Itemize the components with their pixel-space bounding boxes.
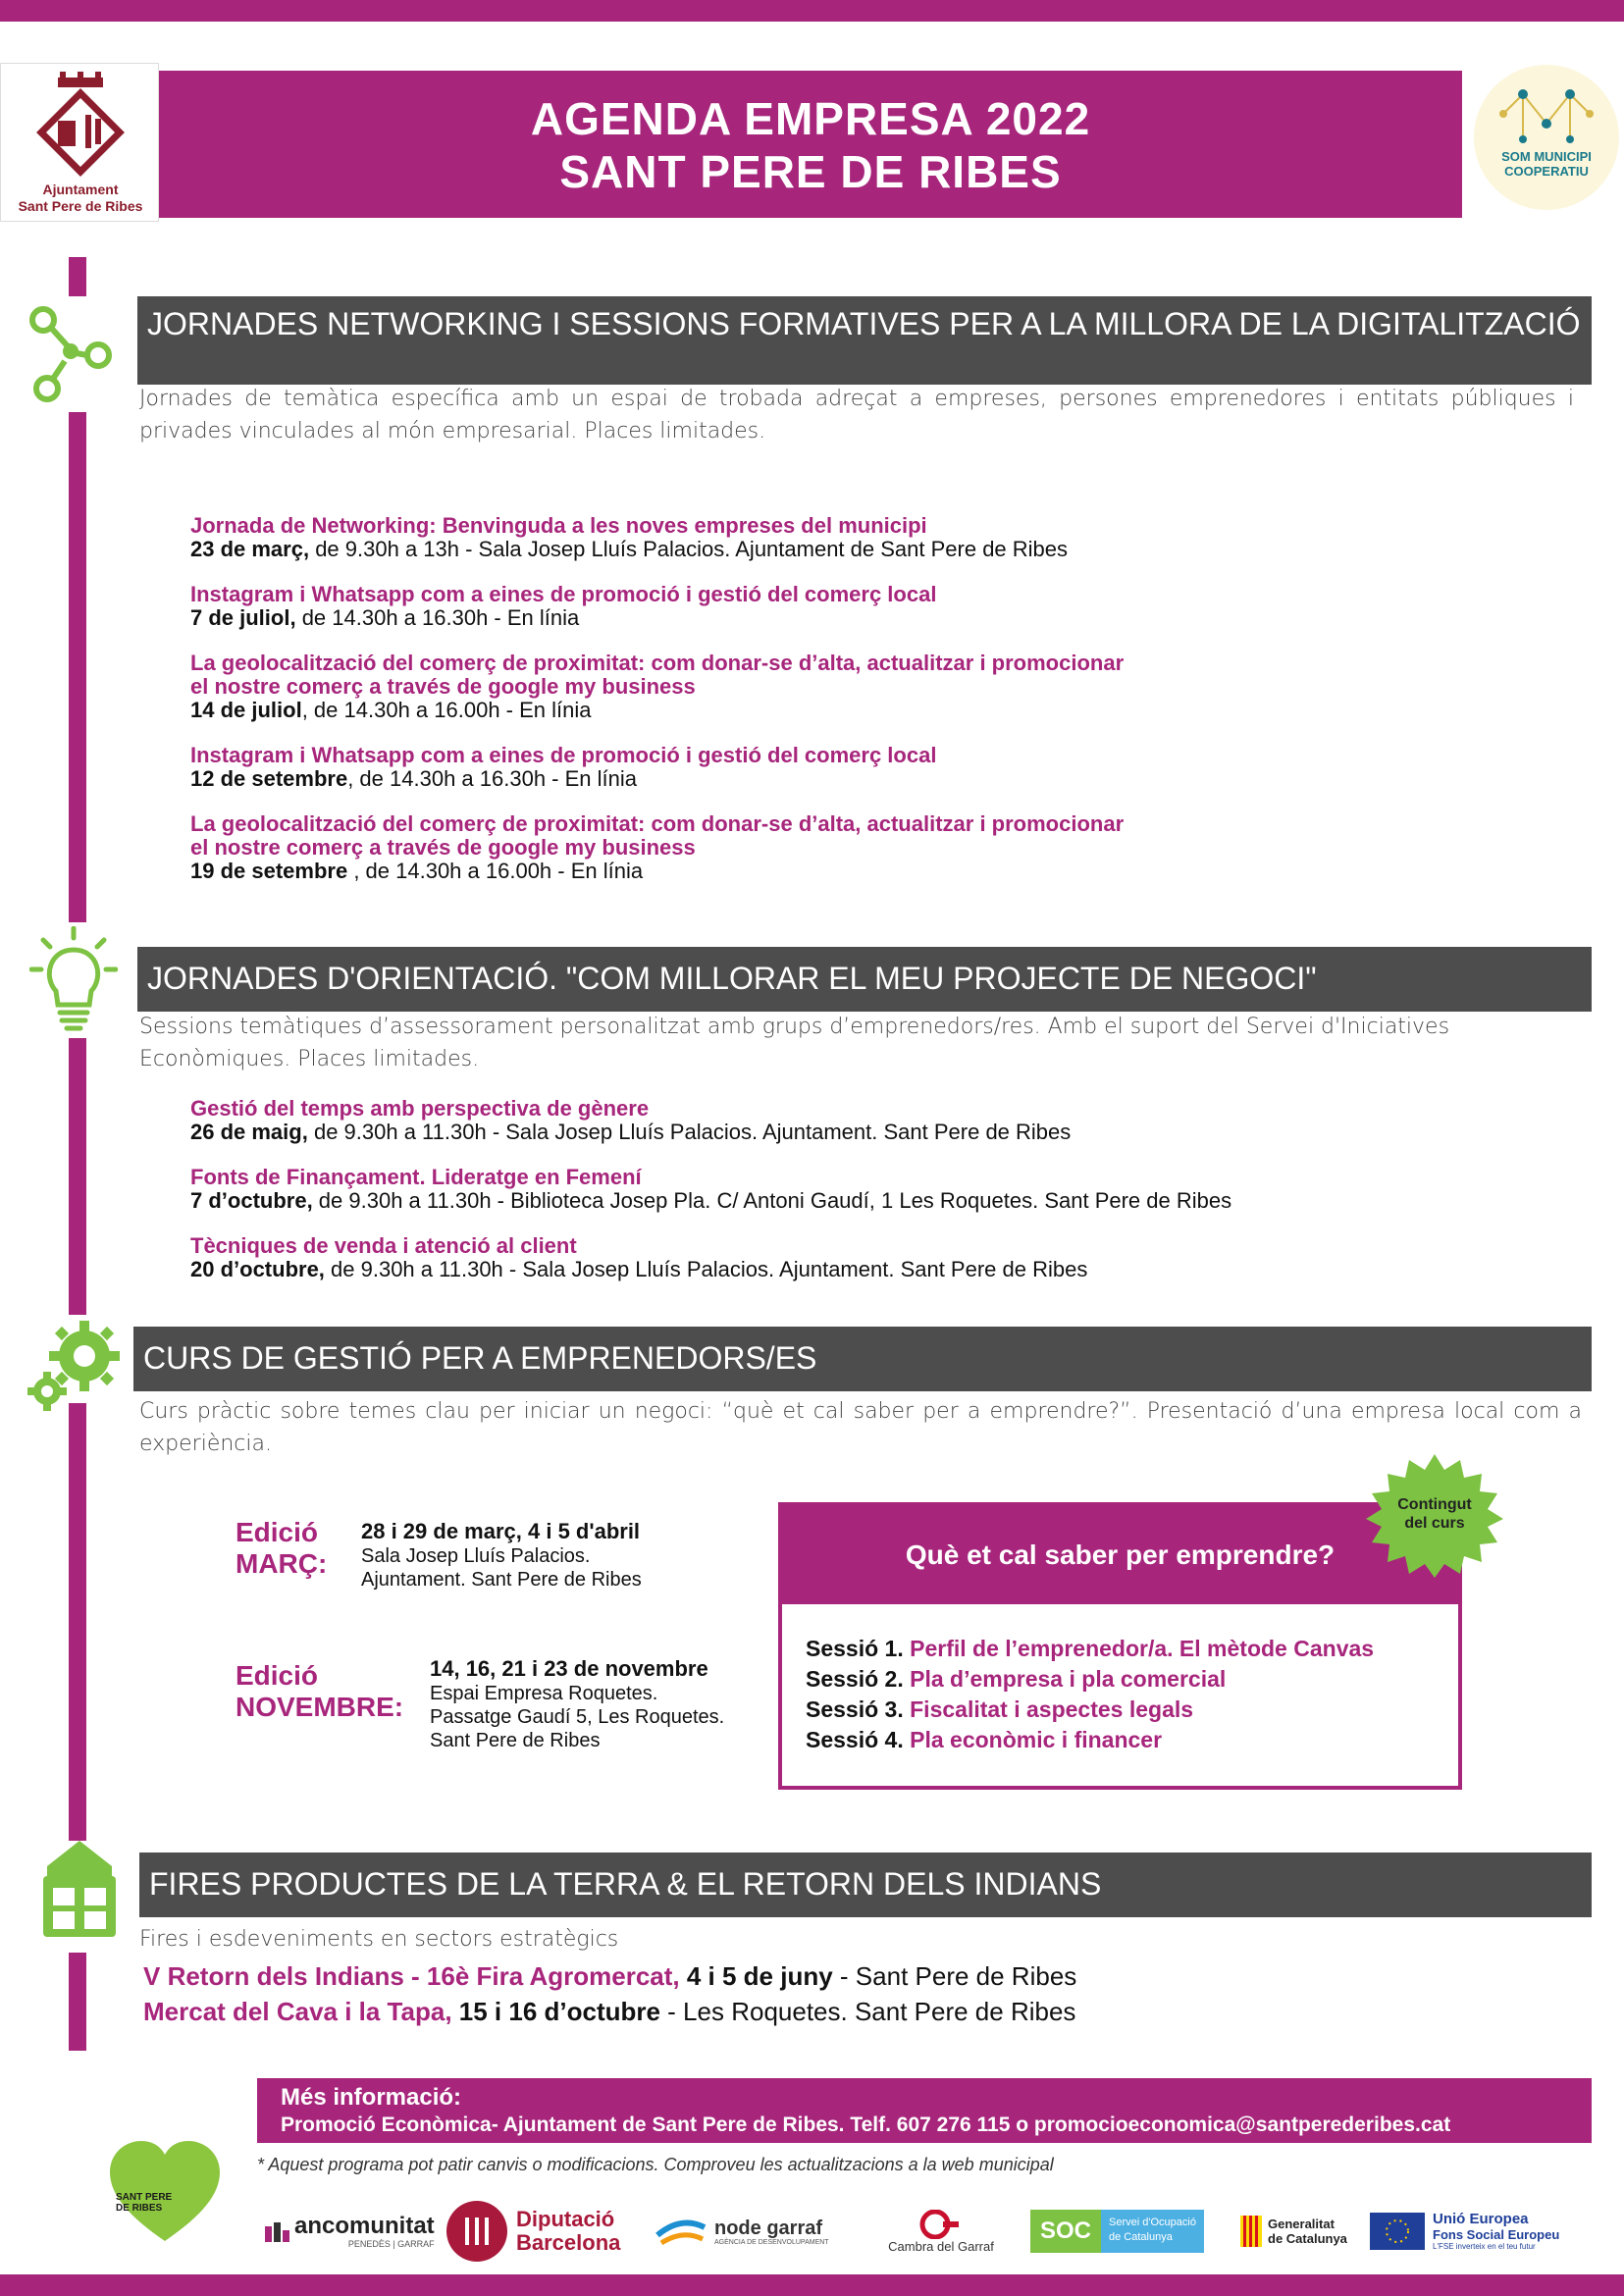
cambra-icon xyxy=(919,2210,963,2239)
list-item xyxy=(806,1695,1374,1725)
event-details: de 14.30h a 16.30h - En línia xyxy=(295,605,580,630)
page-title-banner xyxy=(159,71,1462,218)
event-title: La geolocalització del comerç de proximitat: com donar-se d’alta, actualitzar i promocionar xyxy=(190,811,1125,836)
event-date: 20 d’octubre, xyxy=(190,1257,325,1281)
event-details: , de 14.30h a 16.00h - En línia xyxy=(347,859,644,883)
cambra-name: Cambra del Garraf xyxy=(888,2238,994,2254)
event-meta xyxy=(190,1121,1466,1144)
page-title-line2: SANT PERE DE RIBES xyxy=(559,146,1062,197)
senyera-icon xyxy=(1240,2216,1262,2247)
top-band xyxy=(0,0,1624,22)
soc-mark: SOC xyxy=(1030,2210,1101,2253)
event-meta xyxy=(190,767,1466,791)
generalitat-line2: de Catalunya xyxy=(1268,2231,1347,2246)
list-item xyxy=(190,1097,1466,1144)
timeline-line xyxy=(69,1403,86,1841)
list-item xyxy=(190,583,1466,630)
list-item xyxy=(190,514,1466,561)
session-text: Fiscalitat i aspectes legals xyxy=(910,1696,1194,1722)
page-title-line1: AGENDA EMPRESA 2022 xyxy=(530,93,1091,144)
section-fairs-heading: FIRES PRODUCTES DE LA TERRA & EL RETORN DELS INDIANS xyxy=(139,1852,1592,1917)
event-title-continued: el nostre comerç a través de google my business xyxy=(190,674,696,699)
ancomunitat-icon xyxy=(265,2218,290,2244)
edition-label: Edició xyxy=(236,1660,319,1691)
edition-venue-address: Passatge Gaudí 5, Les Roquetes. xyxy=(430,1706,725,1728)
eu-text xyxy=(1433,2211,1559,2252)
soc-sub2: de Catalunya xyxy=(1109,2231,1173,2243)
event-date: 7 d’octubre, xyxy=(190,1188,313,1213)
edition-venue: Espai Empresa Roquetes. xyxy=(430,1683,658,1704)
fair-place: - Sant Pere de Ribes xyxy=(832,1961,1077,1991)
list-item xyxy=(806,1634,1374,1664)
lightbulb-icon xyxy=(29,926,118,1036)
heart-line2: DE RIBES xyxy=(116,2203,163,2214)
list-item xyxy=(806,1664,1374,1695)
event-date: 26 de maig, xyxy=(190,1120,308,1144)
event-title: Fonts de Finançament. Lideratge en Femení xyxy=(190,1165,642,1189)
event-meta xyxy=(190,606,1466,630)
event-title-continued: el nostre comerç a través de google my business xyxy=(190,835,696,860)
course-content-badge xyxy=(1356,1452,1513,1580)
som-municipi-logo xyxy=(1474,65,1619,210)
timeline-line xyxy=(69,257,86,296)
fair-name: V Retorn dels Indians - 16è Fira Agromercat, xyxy=(143,1961,680,1991)
session-text: Pla d’empresa i pla comercial xyxy=(910,1666,1227,1692)
event-meta xyxy=(190,699,1466,722)
session-text: Pla econòmic i financer xyxy=(910,1727,1163,1752)
edition-dates: 28 i 29 de març, 4 i 5 d'abril xyxy=(361,1519,641,1543)
event-title: Tècniques de venda i atenció al client xyxy=(190,1233,577,1258)
diputacio-text xyxy=(516,2208,620,2255)
event-details: , de 14.30h a 16.30h - En línia xyxy=(347,766,637,791)
section-fairs-description: Fires i esdeveniments en sectors estratègics xyxy=(139,1927,619,1952)
ancomunitat-name: ancomunitat xyxy=(294,2213,435,2239)
edition-venue-town: Sant Pere de Ribes xyxy=(430,1730,601,1751)
session-text: Perfil de l’emprenedor/a. El mètode Canvas xyxy=(910,1636,1375,1661)
event-details: de 9.30h a 11.30h - Sala Josep Lluís Palacios. Ajuntament. Sant Pere de Ribes xyxy=(324,1257,1088,1281)
som-line2: COOPERATIU xyxy=(1504,164,1589,179)
soc-sub xyxy=(1101,2210,1204,2253)
event-title: Jornada de Networking: Benvinguda a les noves empreses del municipi xyxy=(190,513,927,538)
eu-flag-icon xyxy=(1370,2213,1425,2250)
networking-event-list xyxy=(190,514,1466,883)
section-orientation-heading: JORNADES D'ORIENTACIÓ. "COM MILLORAR EL MEU PROJECTE DE NEGOCI" xyxy=(137,947,1592,1012)
healthy-city-logo xyxy=(108,2139,222,2247)
edition-month: MARÇ: xyxy=(236,1548,328,1579)
event-date: 7 de juliol, xyxy=(190,605,296,630)
session-label: Sessió 3. xyxy=(806,1696,904,1722)
section-course-heading: CURS DE GESTIÓ PER A EMPRENEDORS/ES xyxy=(133,1327,1592,1391)
disclaimer-note: * Aquest programa pot patir canvis o modificacions. Comproveu les actualitzacions a la web municipal xyxy=(257,2155,1054,2174)
section-networking-heading: JORNADES NETWORKING I SESSIONS FORMATIVES PER A LA MILLORA DE LA DIGITALITZACIÓ xyxy=(137,296,1592,385)
event-date: 14 de juliol xyxy=(190,698,302,722)
diputacio-line2: Barcelona xyxy=(516,2230,621,2255)
market-stall-icon xyxy=(35,1837,124,1947)
node-garraf-logo xyxy=(654,2202,840,2261)
diputacio-logo xyxy=(445,2202,642,2261)
list-item xyxy=(190,812,1466,883)
edition-dates: 14, 16, 21 i 23 de novembre xyxy=(430,1656,708,1681)
edition-venue: Sala Josep Lluís Palacios. xyxy=(361,1545,591,1567)
edition-november-label xyxy=(236,1660,403,1723)
eu-line1: Unió Europea xyxy=(1433,2211,1529,2227)
event-details: de 9.30h a 11.30h - Biblioteca Josep Pla. C/ Antoni Gaudí, 1 Les Roquetes. Sant Pere de Ribes xyxy=(312,1188,1232,1213)
generalitat-line1: Generalitat xyxy=(1268,2217,1335,2231)
fair-date: 4 i 5 de juny xyxy=(679,1961,833,1991)
eu-line2: Fons Social Europeu xyxy=(1433,2227,1560,2242)
event-title: Instagram i Whatsapp com a eines de promoció i gestió del comerç local xyxy=(190,743,937,767)
network-icon xyxy=(26,304,114,402)
event-title: Gestió del temps amb perspectiva de gènere xyxy=(190,1096,650,1121)
event-meta xyxy=(190,1258,1466,1281)
event-date: 19 de setembre xyxy=(190,859,348,883)
list-item xyxy=(806,1725,1374,1755)
list-item xyxy=(190,1234,1466,1281)
generalitat-text xyxy=(1268,2217,1347,2246)
som-municipi-text xyxy=(1474,149,1619,179)
section-orientation-description: Sessions temàtiques d’assessorament personalitzat amb grups d’emprenedors/res. Amb el suport del Servei d'Iniciatives Econòmiques. Places limitades. xyxy=(139,1015,1450,1071)
list-item xyxy=(143,1994,1076,2029)
coat-of-arms-icon xyxy=(1,64,160,182)
soc-sub1: Servei d'Ocupació xyxy=(1109,2217,1196,2228)
section-networking-description: Jornades de temàtica específica amb un espai de trobada adreçat a empreses, persones emprenedores i entitats públiques i privades vinculades al món empresarial. Places limitades. xyxy=(139,387,1574,444)
event-details: de 9.30h a 13h - Sala Josep Lluís Palacios. Ajuntament de Sant Pere de Ribes xyxy=(309,537,1069,561)
section-course-description: Curs pràctic sobre temes clau per iniciar un negoci: “què et cal saber per a emprendre?”. Presentació d’una empresa local com a experiència. xyxy=(139,1399,1582,1456)
session-label: Sessió 2. xyxy=(806,1666,904,1692)
more-info-title: Més informació: xyxy=(281,2084,462,2111)
bottom-band xyxy=(0,2274,1624,2296)
edition-venue-address: Ajuntament. Sant Pere de Ribes xyxy=(361,1569,642,1591)
list-item xyxy=(190,652,1466,722)
network-m-icon xyxy=(1474,65,1619,210)
course-content-title: Què et cal saber per emprendre? xyxy=(782,1506,1458,1604)
cambra-logo xyxy=(877,2202,1005,2261)
more-info-contact: Promoció Econòmica- Ajuntament de Sant Pere de Ribes. Telf. 607 276 115 o promocioeconomica@santperederibes.cat xyxy=(281,2113,1451,2136)
edition-label: Edició xyxy=(236,1517,319,1547)
event-date: 12 de setembre xyxy=(190,766,348,791)
list-item xyxy=(190,744,1466,791)
heart-text xyxy=(116,2192,172,2214)
generalitat-logo xyxy=(1240,2202,1372,2261)
logo-caption-1: Ajuntament xyxy=(42,182,119,197)
session-list xyxy=(806,1634,1374,1755)
fair-date: 15 i 16 d’octubre xyxy=(451,1997,660,2026)
node-garraf-sub: AGÈNCIA DE DESENVOLUPAMENT xyxy=(714,2238,829,2246)
node-garraf-name: node garraf xyxy=(714,2217,823,2239)
diputacio-line1: Diputació xyxy=(516,2207,615,2231)
edition-november-details xyxy=(430,1656,724,1752)
event-title: Instagram i Whatsapp com a eines de promoció i gestió del comerç local xyxy=(190,582,937,606)
badge-line2: del curs xyxy=(1404,1515,1465,1532)
ajuntament-logo xyxy=(0,63,159,222)
edition-march-details xyxy=(361,1519,642,1592)
timeline-line xyxy=(69,1953,86,2051)
timeline-line xyxy=(69,412,86,922)
ancomunitat-logo xyxy=(265,2202,442,2261)
fair-place: - Les Roquetes. Sant Pere de Ribes xyxy=(659,1997,1076,2026)
eu-line3: L'FSE inverteix en el teu futur xyxy=(1433,2242,1536,2251)
fairs-list xyxy=(143,1958,1076,2029)
gears-icon xyxy=(20,1315,128,1413)
session-label: Sessió 4. xyxy=(806,1727,904,1752)
diputacio-icon xyxy=(445,2200,508,2263)
event-details: , de 14.30h a 16.00h - En línia xyxy=(301,698,592,722)
event-details: de 9.30h a 11.30h - Sala Josep Lluís Palacios. Ajuntament. Sant Pere de Ribes xyxy=(307,1120,1072,1144)
event-date: 23 de març, xyxy=(190,537,310,561)
list-item xyxy=(190,1166,1466,1213)
edition-march-label xyxy=(236,1517,327,1580)
session-label: Sessió 1. xyxy=(806,1636,904,1661)
node-garraf-icon xyxy=(654,2212,708,2251)
heart-line1: SANT PERE xyxy=(116,2192,173,2203)
timeline-line xyxy=(69,1038,86,1315)
badge-text xyxy=(1356,1495,1513,1533)
orientation-event-list xyxy=(190,1097,1466,1281)
event-title: La geolocalització del comerç de proximitat: com donar-se d’alta, actualitzar i promocionar xyxy=(190,651,1125,675)
soc-logo xyxy=(1030,2202,1236,2261)
som-line1: SOM MUNICIPI xyxy=(1501,149,1592,164)
fair-name: Mercat del Cava i la Tapa, xyxy=(143,1997,452,2026)
ancomunitat-sub: PENEDÈS | GARRAF xyxy=(347,2239,435,2249)
event-meta xyxy=(190,538,1466,561)
logo-caption-2: Sant Pere de Ribes xyxy=(18,198,143,214)
event-meta xyxy=(190,1189,1466,1213)
edition-month: NOVEMBRE: xyxy=(236,1692,404,1722)
list-item xyxy=(143,1958,1076,1994)
badge-line1: Contingut xyxy=(1397,1496,1472,1513)
more-info-banner xyxy=(257,2078,1592,2143)
event-meta xyxy=(190,860,1466,883)
eu-logo xyxy=(1370,2202,1596,2261)
